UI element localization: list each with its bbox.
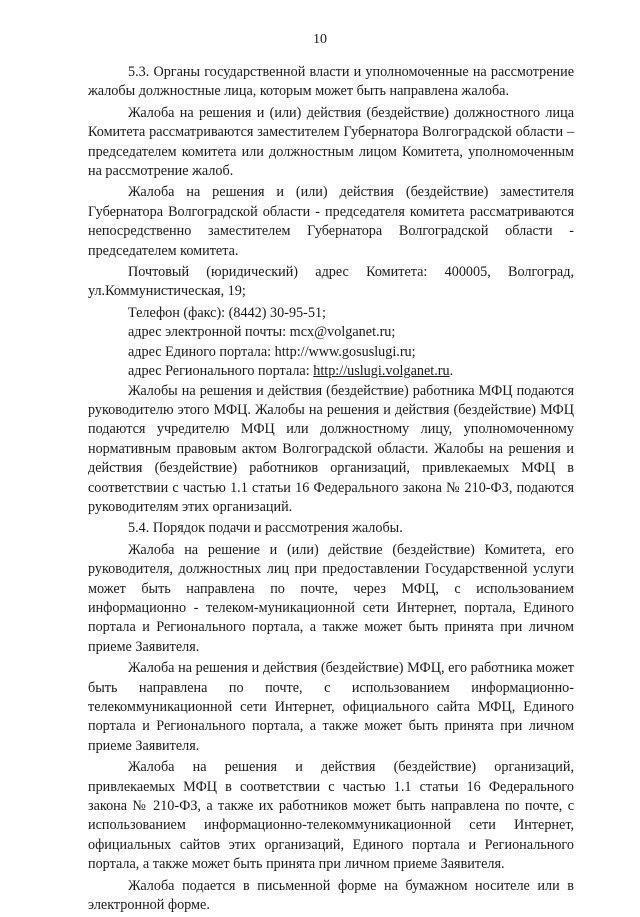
paragraph-postal-address: Почтовый (юридический) адрес Комитета: 400005, Волгоград, ул.Коммунистическая, 19;	[88, 264, 574, 300]
regional-portal-line	[88, 362, 574, 381]
paragraph-complaint-committee: Жалоба на решение и (или) действие (бездействие) Комитета, его руководителя, должностных лиц при предоставлении Государственной услуги может быть направлена по почте, через МФЦ, с использованием информационно - телеком-муникационной сети Интернет, портала, Единого портала и Регионального портала, а также может быть принята при личном приеме Заявителя.	[88, 541, 574, 655]
unified-portal-line: адрес Единого портала: http://www.gosuslugi.ru;	[128, 343, 416, 360]
paragraph-complaint-organizations: Жалоба на решения и действия (бездействие) организаций, привлекаемых МФЦ в соответствии с частью 1.1 статьи 16 Федерального закона № 210-ФЗ, а также их работников может быть направлена по почте, с использованием информационно-телекоммуникационной сети Интернет, официальных сайтов этих организаций, Единого портала и Регионального портала, а также может быть принята при личном приеме Заявителя.	[88, 759, 574, 873]
paragraph-complaint-form: Жалоба подается в письменной форме на бумажном носителе или в электронной форме.	[88, 877, 574, 914]
phone-line: Телефон (факс): (8442) 30-95-51;	[128, 304, 326, 321]
regional-portal-link[interactable]: http://uslugi.volganet.ru	[313, 363, 450, 380]
paragraph-complaint-official: Жалоба на решения и (или) действия (бездействие) должностного лица Комитета рассматриваются заместителем Губернатора Волгоградской области – председателем комитета или должностным лицом Комитета, уполномоченным на рассмотрение жалоб.	[88, 104, 574, 180]
paragraph-5-4-heading: 5.4. Порядок подачи и рассмотрения жалобы.	[128, 520, 403, 537]
email-line: адрес электронной почты: mcx@volganet.ru;	[128, 324, 396, 341]
paragraph-complaint-mfc: Жалоба на решения и действия (бездействие) МФЦ, его работника может быть направлена по почте, с использованием информационно-телекоммуникационной сети Интернет, официального сайта МФЦ, Единого портала и Регионального портала, а также может быть принята при личном приеме Заявителя.	[88, 660, 574, 754]
paragraph-mfc-complaints: Жалобы на решения и действия (бездействие) работника МФЦ подаются руководителю этого МФЦ. Жалобы на решения и действия (бездействие) МФЦ подаются учредителю МФЦ или должностному лицу, уполномоченному нормативным правовым актом Волгоградской области. Жалобы на решения и действия (бездействие) работников организаций, привлекаемых МФЦ в соответствии с частью 1.1 статьи 16 Федерального закона № 210-ФЗ, подаются руководителям этих организаций.	[88, 382, 574, 515]
paragraph-complaint-deputy-governor: Жалоба на решения и (или) действия (бездействие) заместителя Губернатора Волгоградской области - председателя комитета рассматриваются непосредственно заместителем Губернатора Волгоградской области - председателем комитета.	[88, 184, 574, 259]
document-body	[88, 63, 574, 917]
page-number: 10	[313, 32, 327, 47]
regional-portal-period: .	[449, 363, 454, 380]
regional-portal-label: адрес Регионального портала:	[128, 363, 314, 380]
paragraph-5-3-heading: 5.3. Органы государственной власти и уполномоченные на рассмотрение жалобы должностные лица, которым может быть направлена жалоба.	[88, 64, 574, 100]
